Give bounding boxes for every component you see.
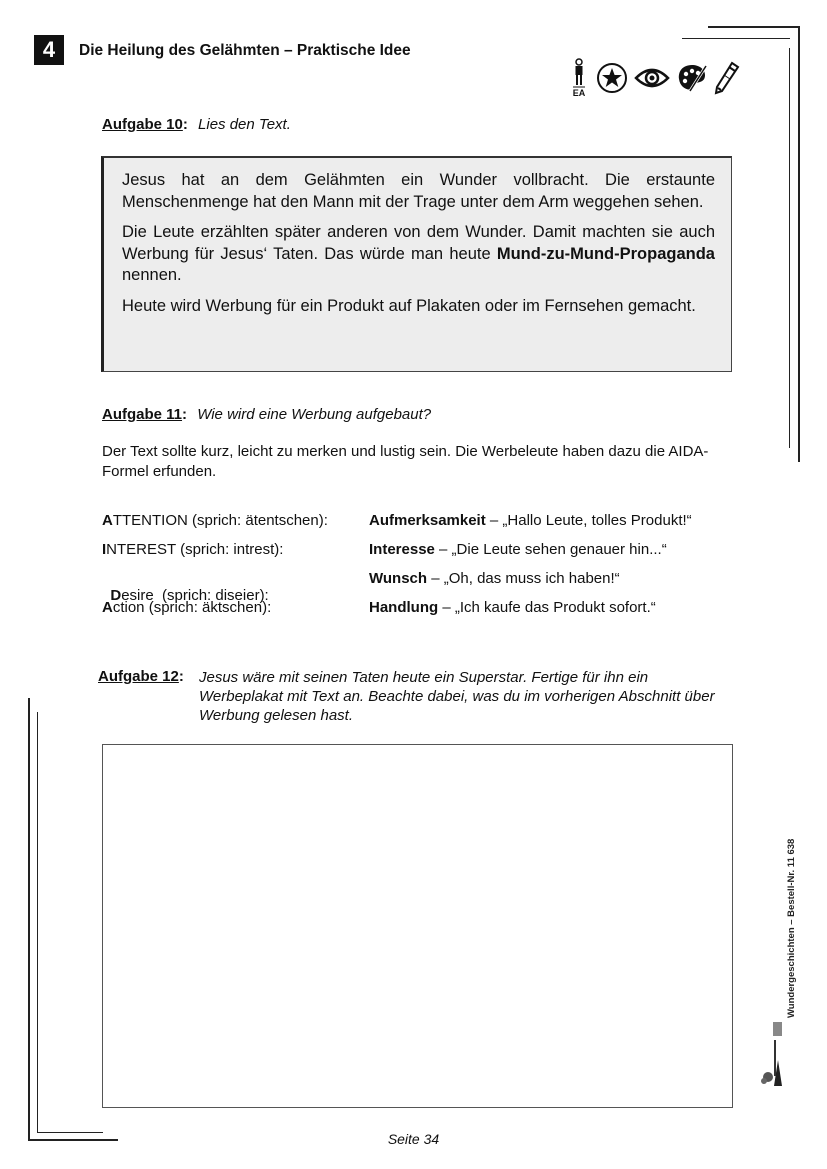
reading-paragraph-2-start: Die Leute erzählten später anderen von dem Wunder. Damit machten sie auch Werbung für Jesus‘ Taten. Das würde man heute: [122, 223, 715, 263]
frame-line-right-inner: [789, 48, 790, 448]
aida-example: – „Die Leute sehen genauer hin...“: [434, 541, 667, 558]
aida-term-de: Wunsch: [369, 570, 428, 587]
individual-work: [568, 58, 590, 98]
eye-icon: [634, 66, 670, 90]
task-12-label: Aufgabe 12: [98, 668, 179, 685]
task-10-text: Lies den Text.: [198, 116, 291, 133]
aida-initial: A: [102, 599, 113, 616]
reading-paragraph-1: Jesus hat an dem Gelähmten ein Wunder vollbracht. Die erstaunte Menschenmenge hat den Mann mit der Trage unter dem Arm weggehen sehen.: [122, 171, 715, 211]
aida-term-en: ction (sprich: äktschen):: [112, 599, 272, 616]
pencil-icon: [714, 61, 740, 95]
task-12-colon: :: [178, 668, 184, 685]
aida-row-attention: [102, 512, 328, 529]
reading-text-box: [101, 156, 732, 372]
task-11-colon: :: [182, 406, 188, 423]
reading-paragraph-2: [122, 222, 715, 287]
frame-line-top: [708, 26, 800, 28]
frame-line-top-inner: [682, 38, 790, 39]
frame-line-right-outer: [798, 26, 800, 462]
aida-row-interest: [102, 541, 283, 558]
reading-paragraph-3: Heute wird Werbung für ein Produkt auf Plakaten oder im Fernsehen gemacht.: [122, 296, 696, 315]
reading-paragraph-2-end: nennen.: [122, 266, 182, 284]
aida-example: – „Hallo Leute, tolles Produkt!“: [485, 512, 692, 529]
poster-drawing-area[interactable]: [102, 744, 733, 1108]
individual-work-label: EA: [572, 88, 586, 98]
aida-initial: I: [102, 541, 107, 558]
task-12-heading: [98, 668, 184, 685]
aida-meaning-attention: [369, 512, 692, 529]
task-11-heading: [102, 406, 431, 423]
task-10-heading: [102, 116, 291, 133]
aida-intro-paragraph: Der Text sollte kurz, leicht zu merken und lustig sein. Die Werbeleute haben dazu die AIDA-Formel erfunden.: [102, 443, 709, 480]
task-11-label: Aufgabe 11: [102, 406, 183, 423]
palette-icon: [676, 62, 708, 94]
task-12-text: Jesus wäre mit seinen Taten heute ein Superstar. Fertige für ihn ein Werbeplakat mit Text an. Beachte dabei, was du im vorherigen Abschnitt über Werbung gelesen hast.: [199, 669, 715, 724]
aida-term-de: Aufmerksamkeit: [369, 512, 486, 529]
task-11-text: Wie wird eine Werbung aufgebaut?: [197, 406, 432, 423]
task-10-colon: :: [182, 116, 188, 133]
person-icon: [572, 58, 586, 88]
aida-term-de: Interesse: [369, 541, 435, 558]
aida-term-en: esire (sprich: diseier):: [121, 587, 269, 604]
aida-meaning-desire: [369, 570, 620, 587]
frame-line-left-inner: [37, 712, 38, 1132]
aida-term-en: TTENTION (sprich: ätentschen):: [112, 512, 328, 529]
page-number: Seite 34: [387, 1131, 440, 1147]
page-title: Die Heilung des Gelähmten – Praktische Idee: [79, 42, 411, 59]
reading-paragraph-2-bold: Mund-zu-Mund-Propaganda: [496, 244, 715, 263]
aida-row-action: [102, 599, 271, 616]
aida-initial: A: [102, 512, 113, 529]
aida-term-de: Handlung: [369, 599, 439, 616]
aida-meaning-action: [369, 599, 656, 616]
aida-term-en: NTEREST (sprich: intrest):: [106, 541, 284, 558]
chapter-number: 4: [34, 35, 64, 65]
order-number-label: Wundergeschichten – Bestell-Nr. 11 638: [786, 838, 797, 1018]
aida-example: – „Oh, das muss ich haben!“: [427, 570, 620, 587]
activity-icons: [568, 56, 740, 100]
task-10-label: Aufgabe 10: [102, 116, 183, 133]
frame-line-left-outer: [28, 698, 30, 1140]
star-icon: [596, 62, 628, 94]
aida-example: – „Ich kaufe das Produkt sofort.“: [438, 599, 656, 616]
publisher-logo: [760, 1020, 790, 1090]
aida-initial: D: [110, 587, 122, 604]
aida-meaning-interest: [369, 541, 667, 558]
